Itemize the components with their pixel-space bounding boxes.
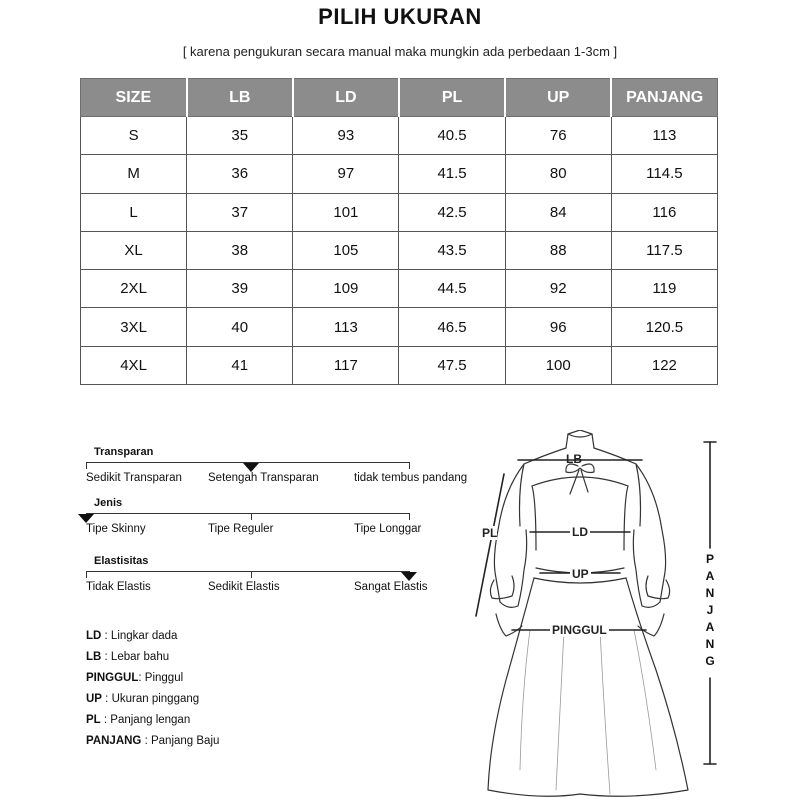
table-cell: 76	[505, 117, 611, 155]
table-cell: 80	[505, 155, 611, 193]
column-header: LB	[187, 79, 293, 117]
scale-option-label: Sedikit Elastis	[208, 581, 280, 593]
table-cell: 105	[293, 231, 399, 269]
scale-option-label: tidak tembus pandang	[354, 472, 468, 484]
table-cell: 114.5	[611, 155, 717, 193]
scale-tick	[86, 462, 87, 469]
table-cell: M	[81, 155, 187, 193]
scale-tick	[409, 462, 410, 469]
legend-item: LD : Lingkar dada	[86, 630, 178, 642]
column-header: PL	[399, 79, 505, 117]
table-cell: 47.5	[399, 346, 505, 384]
table-row	[81, 193, 718, 231]
table-cell: 88	[505, 231, 611, 269]
table-cell: 2XL	[81, 270, 187, 308]
figure-label-pinggul: PINGGUL	[552, 623, 607, 637]
table-cell: 38	[187, 231, 293, 269]
figure-label-lb: LB	[566, 452, 582, 466]
table-cell: 4XL	[81, 346, 187, 384]
column-header: UP	[505, 79, 611, 117]
scale-tick	[251, 571, 252, 578]
scale-option-label: Tipe Reguler	[208, 523, 274, 535]
table-cell: 84	[505, 193, 611, 231]
table-cell: 37	[187, 193, 293, 231]
figure-label-ld: LD	[572, 525, 588, 539]
table-cell: 96	[505, 308, 611, 346]
table-cell: 97	[293, 155, 399, 193]
column-header: LD	[293, 79, 399, 117]
column-header: PANJANG	[611, 79, 717, 117]
table-cell: 100	[505, 346, 611, 384]
table-cell: 43.5	[399, 231, 505, 269]
table-cell: 117	[293, 346, 399, 384]
table-header-row	[81, 79, 718, 117]
table-row	[81, 346, 718, 384]
scale-title: Transparan	[94, 446, 154, 458]
scale-selected-marker-icon	[243, 463, 259, 472]
table-cell: 122	[611, 346, 717, 384]
table-cell: 40	[187, 308, 293, 346]
table-row	[81, 270, 718, 308]
scale-line	[86, 571, 410, 572]
size-table	[80, 78, 718, 385]
scale-selected-marker-icon	[78, 514, 94, 523]
scale-option-label: Tidak Elastis	[86, 581, 151, 593]
scale-title: Jenis	[94, 497, 123, 509]
table-cell: 41	[187, 346, 293, 384]
table-cell: 40.5	[399, 117, 505, 155]
table-cell: 113	[293, 308, 399, 346]
legend-item: PINGGUL: Pinggul	[86, 672, 184, 684]
table-cell: 35	[187, 117, 293, 155]
dress-illustration	[470, 430, 800, 800]
table-cell: 36	[187, 155, 293, 193]
table-cell: 41.5	[399, 155, 505, 193]
scale-line	[86, 513, 410, 514]
table-cell: 109	[293, 270, 399, 308]
table-cell: S	[81, 117, 187, 155]
table-cell: XL	[81, 231, 187, 269]
legend-item: PL : Panjang lengan	[86, 714, 191, 726]
scale-option-label: Sangat Elastis	[354, 581, 428, 593]
scale-option-label: Tipe Skinny	[86, 523, 146, 535]
table-cell: 92	[505, 270, 611, 308]
table-cell: 120.5	[611, 308, 717, 346]
table-cell: 113	[611, 117, 717, 155]
figure-label-up: UP	[572, 567, 589, 581]
table-row	[81, 308, 718, 346]
legend-item: LB : Lebar bahu	[86, 651, 170, 663]
table-row	[81, 117, 718, 155]
scale-option-label: Sedikit Transparan	[86, 472, 182, 484]
table-cell: 117.5	[611, 231, 717, 269]
scale-selected-marker-icon	[401, 572, 417, 581]
table-cell: 119	[611, 270, 717, 308]
table-cell: 93	[293, 117, 399, 155]
table-cell: 101	[293, 193, 399, 231]
scale-option-label: Tipe Longgar	[354, 523, 422, 535]
scale-tick	[86, 571, 87, 578]
scale-tick	[409, 513, 410, 520]
legend-item: PANJANG : Panjang Baju	[86, 735, 220, 747]
table-row	[81, 155, 718, 193]
table-cell: 44.5	[399, 270, 505, 308]
scale-tick	[251, 513, 252, 520]
page-title: PILIH UKURAN	[318, 4, 482, 29]
table-cell: 116	[611, 193, 717, 231]
column-header: SIZE	[81, 79, 187, 117]
table-cell: L	[81, 193, 187, 231]
dress-measurement-figure: LB LD PL UP PINGGUL P A N J A N G	[470, 430, 800, 800]
scale-option-label: Setengah Transparan	[208, 472, 319, 484]
legend-item: UP : Ukuran pinggang	[86, 693, 200, 705]
table-row	[81, 231, 718, 269]
figure-label-pl: PL	[482, 526, 498, 540]
table-cell: 42.5	[399, 193, 505, 231]
page-subtitle: [ karena pengukuran secara manual maka mungkin ada perbedaan 1-3cm ]	[182, 44, 618, 59]
table-cell: 39	[187, 270, 293, 308]
scale-title: Elastisitas	[94, 555, 149, 567]
table-cell: 3XL	[81, 308, 187, 346]
table-cell: 46.5	[399, 308, 505, 346]
